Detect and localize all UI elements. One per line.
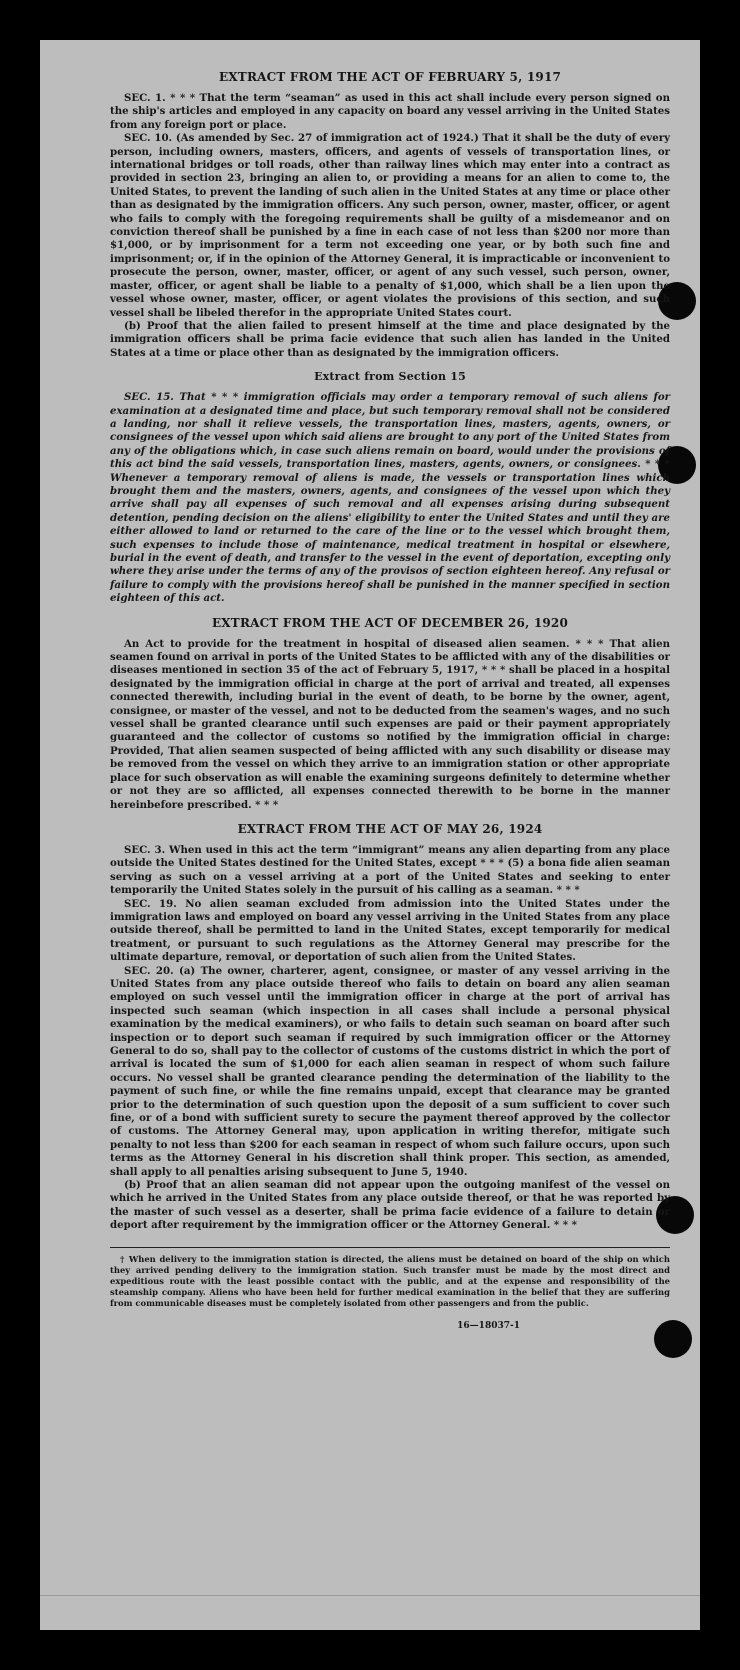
paragraph-sec-1: SEC. 1. * * * That the term “seaman” as used in this act shall include every person signed on the ship's articles and employed in any capacity on board any vessel arriving in the United States from any foreign port or place. <box>110 92 670 131</box>
document-page <box>40 40 700 1630</box>
heading-section-15: Extract from Section 15 <box>314 370 466 384</box>
paragraph-sec-10: SEC. 10. (As amended by Sec. 27 of immigration act of 1924.) That it shall be the duty of every person, including owners, masters, officers, and agents of vessels of transportation lines, or international bridges or toll roads, other than railway lines which may enter into a contract as provided in section 23, bringing an alien to, or providing a means for an alien to come to, the United States, to prevent the landing of such alien in the United States at any time or place other than as designated by the immigration officers. Any such person, owner, master, officer, or agent who fails to comply with the foregoing requirements shall be guilty of a misdemeanor and on conviction thereof shall be punished by a fine in each case of not less than $200 nor more than $1,000, or by imprisonment for a term not exceeding one year, or by both such fine and imprisonment; or, if in the opinion of the Attorney General, it is impracticable or inconvenient to prosecute the person, owner, master, officer, or agent of any such vessel, such person, owner, master, officer, or agent shall be liable to a penalty of $1,000, which shall be a lien upon the vessel whose owner, master, officer, or agent violates the provisions of this section, and such vessel shall be libeled therefor in the appropriate United States court. <box>110 132 670 319</box>
document-body <box>110 70 670 1331</box>
heading-act-1920: EXTRACT FROM THE ACT OF DECEMBER 26, 1920 <box>211 615 569 630</box>
paragraph-hospital-act: An Act to provide for the treatment in hospital of diseased alien seamen. * * * That alien seamen found on arrival in ports of the United States to be afflicted with any of the disabilities or diseases mentioned in section 35 of the act of February 5, 1917, * * * shall be placed in a hospital designated by the immigration official in charge at the port of arrival and treated, all expenses connected therewith, including burial in the event of death, to be borne by the owner, agent, consignee, or master of the vessel, and not to be deducted from the seamen's wages, and no such vessel shall be granted clearance until such expenses are paid or their payment appropriately guaranteed and the collector of customs so notified by the immigration official in charge: Provided, That alien seamen suspected of being afflicted with any such disability or disease may be removed from the vessel on which they arrive to an immigration station or other appropriate place for such observation as will enable the examining surgeons definitely to determine whether or not they are so afflicted, all expenses connected therewith to be borne in the manner hereinbefore prescribed. * * * <box>110 637 670 811</box>
paragraph-sec-20a: SEC. 20. (a) The owner, charterer, agent, consignee, or master of any vessel arriving in the United States from any place outside thereof who fails to detain on board any alien seaman employed on such vessel until the immigration officer in charge at the port of arrival has inspected such seaman (which inspection in all cases shall include a personal physical examination by the medical examiners), or who fails to detain such seaman on board after such inspection or to deport such seaman if required by such immigration officer or the Attorney General to do so, shall pay to the collector of customs of the customs district in which the port of arrival is located the sum of $1,000 for each alien seaman in respect of whom such failure occurs. No vessel shall be granted clearance pending the determination of the liability to the payment of such fine, or while the fine remains unpaid, except that clearance may be granted prior to the determination of such question upon the deposit of a sum sufficient to cover such fine, or of a bond with sufficient surety to secure the payment thereof approved by the collector of customs. The Attorney General may, upon application in writing therefor, mitigate such penalty to not less than $200 for each seaman in respect of whom such failure occurs, upon such terms as the Attorney General in his discretion shall think proper. This section, as amended, shall apply to all penalties arising subsequent to June 5, 1940. <box>110 964 670 1178</box>
paragraph-proof-b: (b) Proof that the alien failed to present himself at the time and place designated by the immigration officers shall be prima facie evidence that such alien has landed in the United States at a time or place other than as designated by the immigration officers. <box>110 319 670 359</box>
heading-act-1917: EXTRACT FROM THE ACT OF FEBRUARY 5, 1917 <box>218 70 562 84</box>
heading-act-1924: EXTRACT FROM THE ACT OF MAY 26, 1924 <box>237 821 543 836</box>
footnote-divider <box>110 1247 670 1248</box>
form-number: 16—18037-1 <box>457 1320 520 1331</box>
paragraph-sec-3: SEC. 3. When used in this act the term “immigrant” means any alien departing from any place outside the United States destined for the United States, except * * * (5) a bona fide alien seaman serving as such on a vessel arriving at a port of the United States and seeking to enter temporarily the United States solely in the pursuit of his calling as a seaman. * * * <box>110 843 670 897</box>
paragraph-sec-20b: (b) Proof that an alien seaman did not appear upon the outgoing manifest of the vessel on which he arrived in the United States from any place outside thereof, or that he was reported by the master of such vessel as a deserter, shall be prima facie evidence of a failure to detain or deport after requirement by the immigration officer or the Attorney General. * * * <box>110 1179 670 1232</box>
footnote: † When delivery to the immigration station is directed, the aliens must be detained on board of the ship on which they arrived pending delivery to the immigration station. Such transfer must be made by the most direct and expeditious route with the least possible contact with the public, and at the expense and responsibility of the steamship company. Aliens who have been held for further medical examination in the belief that they are suffering from communicable diseases must be completely isolated from other passengers and from the public. <box>110 1253 670 1308</box>
paragraph-sec-15: SEC. 15. That * * * immigration officials may order a temporary removal of such aliens for examination at a designated time and place, but such temporary removal shall not be considered a landing, nor shall it relieve vessels, the transportation lines, masters, agents, owners, or consignees of the vessel upon which said aliens are brought to any port of the United States from any of the obligations which, in case such aliens remain on board, would under the provisions of this act bind the said vessels, transportation lines, masters, agents, owners, or consignees. * * * Whenever a temporary removal of aliens is made, the vessels or transportation lines which brought them and the masters, owners, agents, and consignees of the vessel upon which they arrive shall pay all expenses of such removal and all expenses arising during subsequent detention, pending decision on the aliens' eligibility to enter the United States and until they are either allowed to land or returned to the care of the line or to the vessel which brought them, such expenses to include those of maintenance, medical treatment in hospital or elsewhere, burial in the event of death, and transfer to the vessel in the event of deportation, excepting only where they arise under the terms of any of the provisos of section eighteen hereof. Any refusal or failure to comply with the provisions hereof shall be punished in the manner specified in section eighteen of this act. <box>110 391 670 605</box>
paragraph-sec-19: SEC. 19. No alien seaman excluded from admission into the United States under the immigration laws and employed on board any vessel arriving in the United States from any place outside thereof, shall be permitted to land in the United States, except temporarily for medical treatment, or pursuant to such regulations as the Attorney General may prescribe for the ultimate departure, removal, or deportation of such alien from the United States. <box>110 897 670 964</box>
